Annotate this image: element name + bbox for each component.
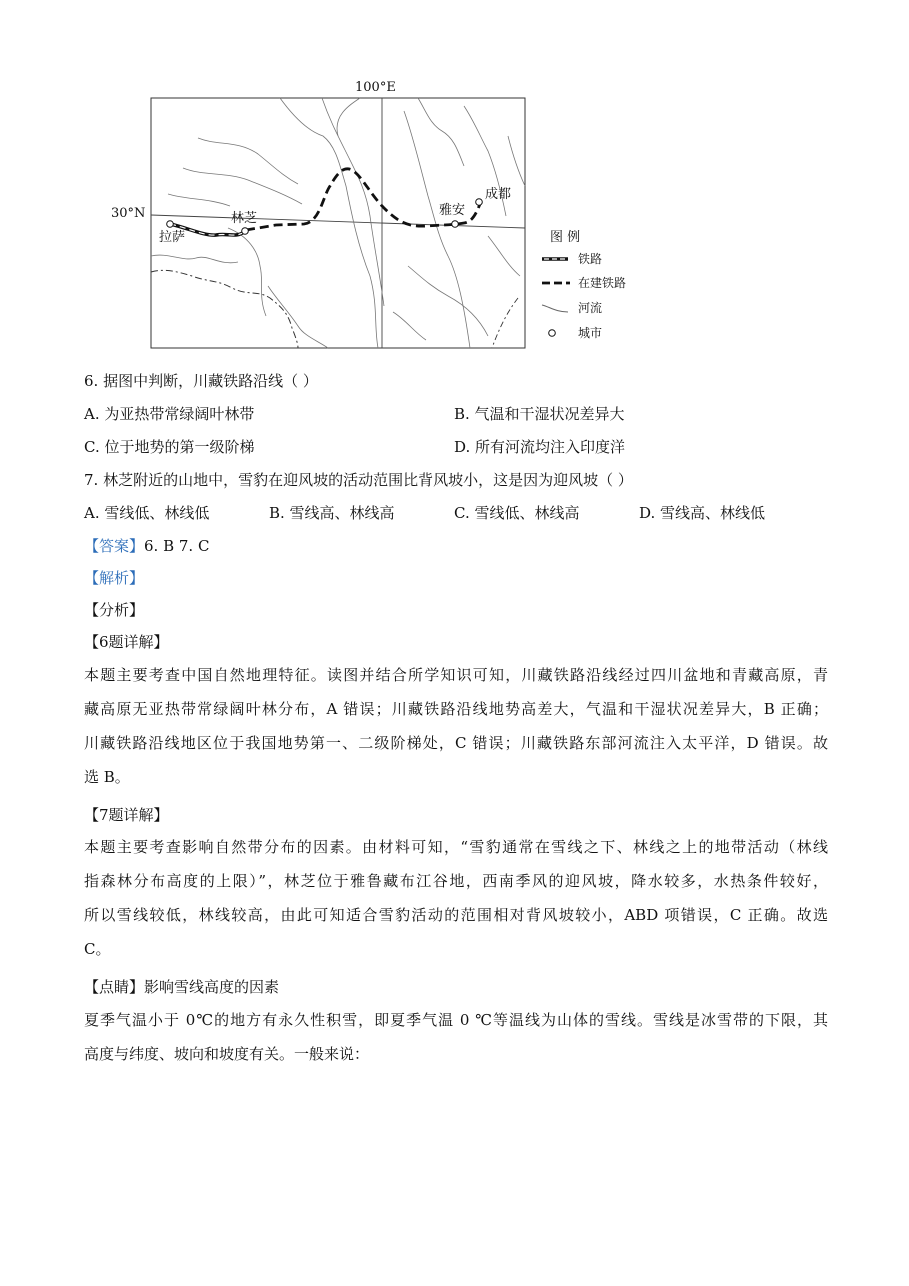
railway-map xyxy=(108,76,648,352)
q6-option-b: B. 气温和干湿状况差异大 xyxy=(454,405,625,423)
q7-option-b: B. 雪线高、林线高 xyxy=(269,504,395,522)
fenxi-tag: 【分析】 xyxy=(84,601,145,619)
longitude-label: 100°E xyxy=(355,80,396,95)
city-yaan xyxy=(452,221,459,228)
q7-stem: 7. 林芝附近的山地中，雪豹在迎风坡的活动范围比背风坡小，这是因为迎风坡（ ） xyxy=(84,471,633,489)
dianjing-paragraph xyxy=(84,1003,828,1071)
q6-option-d: D. 所有河流均注入印度洋 xyxy=(454,438,626,456)
legend-symbols xyxy=(542,259,570,336)
dianjing-line-1: 夏季气温小于 0℃的地方有永久性积雪，即夏季气温 0 ℃等温线为山体的雪线。雪线是冰雪带的下限，其 xyxy=(84,1011,828,1029)
dianjing-title: 影响雪线高度的因素 xyxy=(144,978,280,996)
answer-text: 6. B 7. C xyxy=(144,537,210,555)
parallel-30n xyxy=(151,215,525,228)
q7-detail-paragraph xyxy=(84,830,828,966)
legend-title: 图 例 xyxy=(550,230,581,245)
dianjing-heading xyxy=(84,977,279,997)
legend-railway: 铁路 xyxy=(578,252,603,266)
city-chengdu xyxy=(476,199,483,206)
city-label-nyingchi: 林芝 xyxy=(231,211,258,226)
dianjing-tag: 【点睛】 xyxy=(84,978,145,996)
q6-stem: 6. 据图中判断，川藏铁路沿线（ ） xyxy=(84,372,318,390)
map-drawing xyxy=(108,76,648,352)
city-lhasa xyxy=(167,221,174,228)
q6-option-c: C. 位于地势的第一级阶梯 xyxy=(84,438,255,456)
city-nyingchi xyxy=(242,228,249,235)
q7-detail-line-2: 指森林分布高度的上限）”，林芝位于雅鲁藏布江谷地，西南季风的迎风坡，降水较多，水热条件较好， xyxy=(84,872,828,890)
legend-city: 城市 xyxy=(578,326,603,340)
city-label-lhasa: 拉萨 xyxy=(159,230,186,245)
city-label-chengdu: 成都 xyxy=(485,187,512,202)
q7-detail-line-3: 所以雪线较低，林线较高，由此可知适合雪豹活动的范围相对背风坡较小，ABD 项错误，C 正确。故选 xyxy=(84,906,828,924)
q7-detail-tag: 【7题详解】 xyxy=(84,806,169,824)
answer-line xyxy=(84,536,209,556)
rivers xyxy=(151,98,525,348)
legend-railway-under-construction: 在建铁路 xyxy=(578,276,627,290)
q6-detail-line-4: 选 B。 xyxy=(84,768,130,786)
analysis-tag: 【解析】 xyxy=(84,569,145,587)
q7-option-c: C. 雪线低、林线高 xyxy=(454,504,580,522)
q6-detail-tag: 【6题详解】 xyxy=(84,633,169,651)
boundary-line xyxy=(151,270,298,348)
dianjing-line-2: 高度与纬度、坡向和坡度有关。一般来说： xyxy=(84,1045,370,1063)
q6-detail-paragraph xyxy=(84,658,828,794)
railway-under-construction xyxy=(246,169,480,230)
q6-detail-line-3: 川藏铁路沿线地区位于我国地势第一、二级阶梯处，C 错误；川藏铁路东部河流注入太平洋，D 错误。故 xyxy=(84,734,828,752)
q7-option-d: D. 雪线高、林线低 xyxy=(639,504,766,522)
latitude-label: 30°N xyxy=(111,206,146,221)
q7-detail-line-1: 本题主要考查影响自然带分布的因素。由材料可知，“雪豹通常在雪线之下、林线之上的地带活动（林线 xyxy=(84,838,828,856)
city-label-yaan: 雅安 xyxy=(439,203,466,218)
q6-detail-line-1: 本题主要考查中国自然地理特征。读图并结合所学知识可知，川藏铁路沿线经过四川盆地和青藏高原，青 xyxy=(84,666,828,684)
answer-tag: 【答案】 xyxy=(84,537,145,555)
q6-option-a: A. 为亚热带常绿阔叶林带 xyxy=(84,405,255,423)
legend-river: 河流 xyxy=(578,301,603,315)
q7-option-a: A. 雪线低、林线低 xyxy=(84,504,210,522)
q6-detail-line-2: 藏高原无亚热带常绿阔叶林分布，A 错误；川藏铁路沿线地势高差大，气温和干湿状况差异大，B 正确； xyxy=(84,700,828,718)
q7-detail-line-4: C。 xyxy=(84,940,111,958)
